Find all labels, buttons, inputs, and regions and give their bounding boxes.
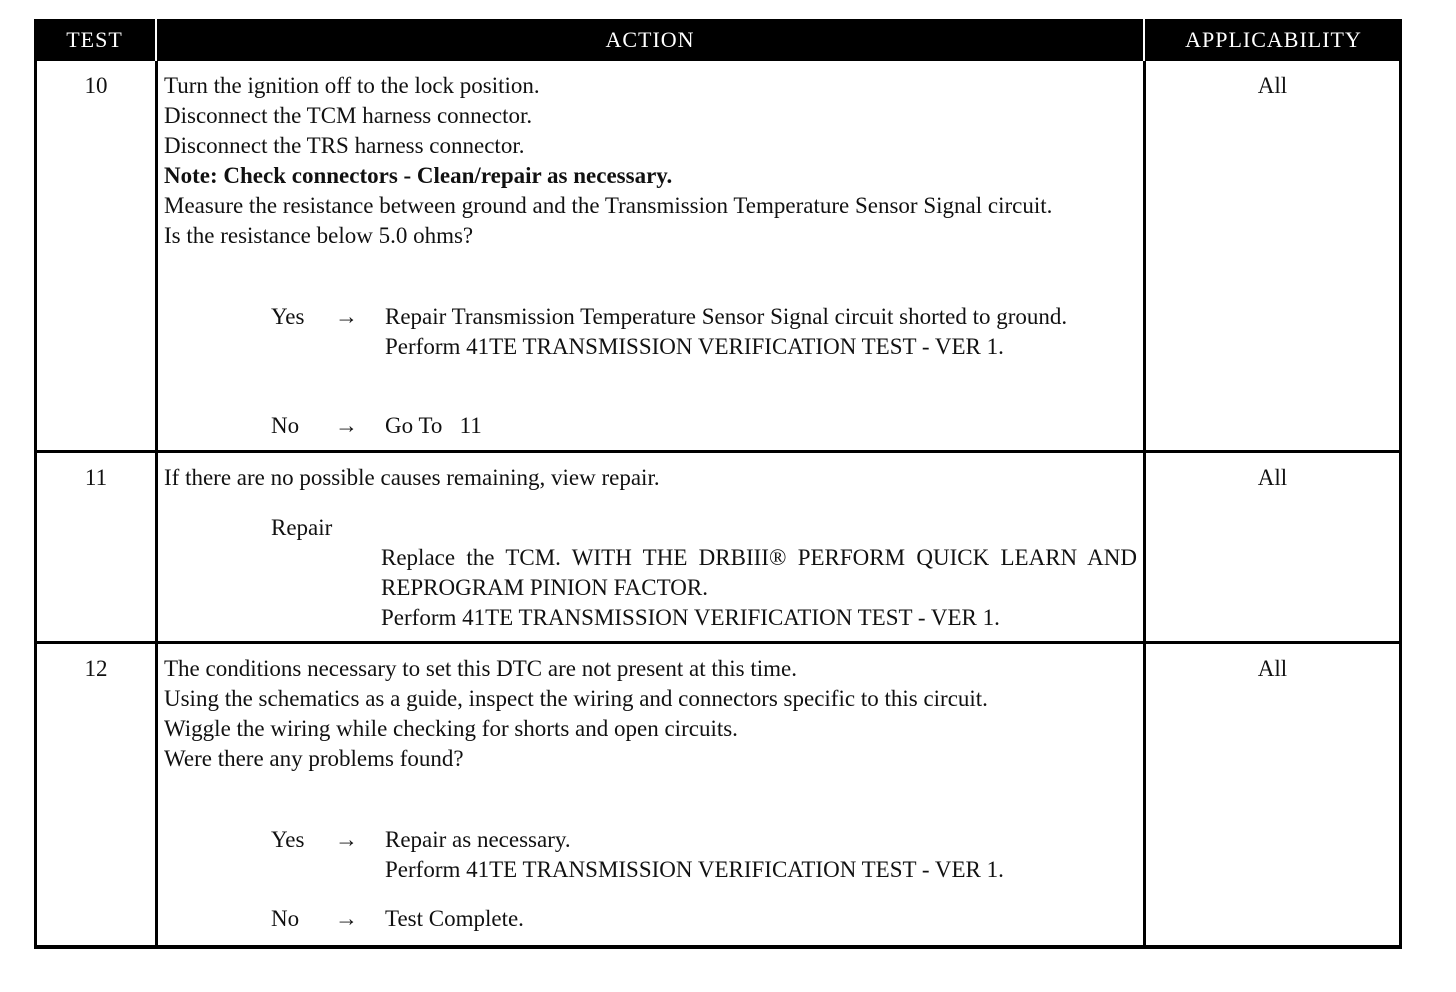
action-text [164, 463, 1136, 493]
arrow-icon: → [335, 413, 358, 438]
action-line: Wiggle the wiring while checking for shorts and open circuits. [164, 716, 738, 741]
repair-label: Repair [271, 515, 333, 540]
header-test: TEST [34, 19, 155, 61]
applicability-value: All [1257, 73, 1288, 98]
arrow-icon: → [335, 304, 358, 329]
action-line: Turn the ignition off to the lock position. [164, 73, 540, 98]
yes-text: Repair as necessary. [385, 827, 571, 852]
applicability-value: All [1257, 656, 1288, 681]
action-text [164, 654, 1136, 774]
table-border-right [1399, 19, 1402, 949]
question-text: Is the resistance below 5.0 ohms? [164, 223, 474, 248]
action-line: Disconnect the TCM harness connector. [164, 103, 533, 128]
yes-text: Repair Transmission Temperature Sensor Signal circuit shorted to ground. [385, 304, 1068, 329]
yes-label: Yes [271, 827, 305, 852]
note-text: Note: Check connectors - Clean/repair as necessary. [164, 163, 673, 188]
repair-text: Replace the TCM. WITH THE DRBIII® PERFORM QUICK LEARN AND REPROGRAM PINION FACTOR. [381, 545, 1137, 600]
action-line: Measure the resistance between ground and the Transmission Temperature Sensor Signal circuit. [164, 193, 1053, 218]
row-divider-2 [34, 641, 1402, 644]
yes-text: Perform 41TE TRANSMISSION VERIFICATION TEST - VER 1. [385, 334, 1004, 359]
no-response [271, 904, 1141, 934]
table-border-bottom [34, 945, 1402, 949]
repair-text: Perform 41TE TRANSMISSION VERIFICATION TEST - VER 1. [381, 605, 1000, 630]
yes-instructions [385, 825, 1137, 885]
test-number: 11 [84, 465, 108, 490]
action-line: If there are no possible causes remaining, view repair. [164, 465, 660, 490]
no-text: Test Complete. [385, 906, 524, 931]
no-response [271, 411, 1141, 441]
column-divider-2 [1143, 61, 1146, 949]
arrow-icon: → [335, 906, 358, 931]
no-label: No [271, 413, 300, 438]
yes-label: Yes [271, 304, 305, 329]
repair-instructions [381, 543, 1137, 633]
diagnostic-test-table [34, 19, 1402, 949]
repair-block [271, 513, 1141, 633]
header-action: ACTION [157, 19, 1143, 61]
test-number: 10 [84, 73, 108, 98]
yes-text: Perform 41TE TRANSMISSION VERIFICATION TEST - VER 1. [385, 857, 1004, 882]
yes-instructions [385, 302, 1137, 362]
column-divider-1 [155, 61, 158, 949]
test-number: 12 [84, 656, 108, 681]
no-label: No [271, 906, 300, 931]
header-applicability: APPLICABILITY [1145, 19, 1402, 61]
go-to-link[interactable]: Go To 11 [385, 413, 482, 438]
action-line: Disconnect the TRS harness connector. [164, 133, 525, 158]
yes-response [271, 302, 1141, 392]
applicability-value: All [1257, 465, 1288, 490]
action-line: The conditions necessary to set this DTC are not present at this time. [164, 656, 797, 681]
action-text [164, 71, 1136, 251]
action-line: Using the schematics as a guide, inspect the wiring and connectors specific to this circuit. [164, 686, 988, 711]
arrow-icon: → [335, 827, 358, 852]
row-divider-1 [34, 450, 1402, 453]
question-text: Were there any problems found? [164, 746, 464, 771]
yes-response [271, 825, 1141, 885]
